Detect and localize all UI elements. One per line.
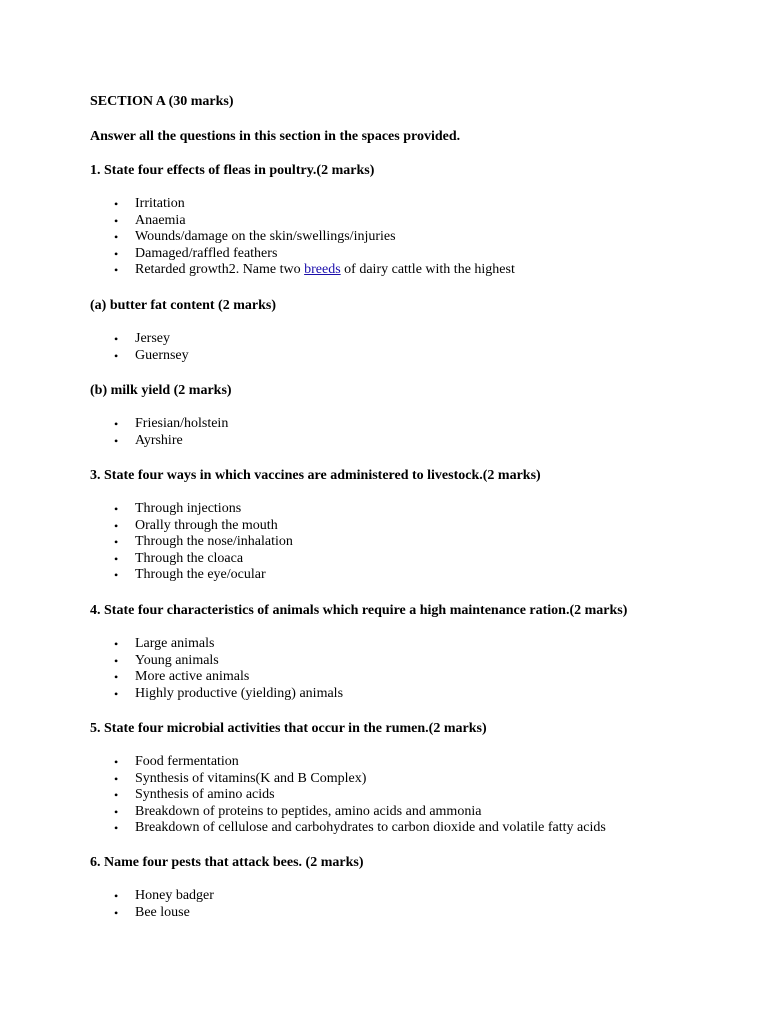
list-item: • Food fermentation bbox=[114, 754, 239, 769]
list-item: • Guernsey bbox=[114, 347, 189, 363]
question-1-answers bbox=[90, 196, 515, 279]
bullet-icon: • bbox=[114, 263, 119, 277]
question-3-answers bbox=[90, 501, 293, 584]
list-item: • Large animals bbox=[114, 636, 215, 651]
bullet-icon: • bbox=[114, 889, 119, 903]
bullet-icon: • bbox=[114, 502, 119, 516]
list-item: • Synthesis of vitamins(K and B Complex) bbox=[114, 770, 367, 786]
question-4-answers bbox=[90, 636, 343, 702]
list-item: • Bee louse bbox=[114, 904, 190, 920]
bullet-icon: • bbox=[114, 905, 119, 920]
question-2b-heading: (b) milk yield (2 marks) bbox=[90, 383, 232, 398]
list-item: • Breakdown of proteins to peptides, amino acids and ammonia bbox=[114, 803, 482, 819]
question-6-answers bbox=[90, 888, 214, 921]
list-item: • Through injections bbox=[114, 501, 242, 516]
breeds-link[interactable]: breeds bbox=[304, 262, 341, 277]
bullet-icon: • bbox=[114, 535, 119, 549]
bullet-icon: • bbox=[114, 788, 119, 802]
bullet-icon: • bbox=[114, 417, 119, 431]
bullet-icon: • bbox=[114, 771, 119, 786]
question-5-heading: 5. State four microbial activities that occur in the rumen.(2 marks) bbox=[90, 721, 487, 736]
list-item: • Wounds/damage on the skin/swellings/injuries bbox=[114, 229, 396, 244]
list-item: • Anaemia bbox=[114, 212, 186, 228]
bullet-icon: • bbox=[114, 670, 119, 684]
list-item: • Friesian/holstein bbox=[114, 416, 229, 431]
list-item: • Irritation bbox=[114, 196, 185, 211]
bullet-icon: • bbox=[114, 551, 119, 566]
question-2b-answers bbox=[90, 416, 228, 449]
question-5-answers bbox=[90, 754, 606, 837]
list-item: • Orally through the mouth bbox=[114, 517, 278, 533]
bullet-icon: • bbox=[114, 821, 119, 835]
question-4-heading: 4. State four characteristics of animals which require a high maintenance ration.(2 marks) bbox=[90, 603, 628, 618]
list-item: • Through the cloaca bbox=[114, 550, 244, 566]
list-item: • Highly productive (yielding) animals bbox=[114, 685, 344, 701]
bullet-icon: • bbox=[114, 213, 119, 228]
list-item: • Through the nose/inhalation bbox=[114, 534, 293, 549]
bullet-icon: • bbox=[114, 433, 119, 448]
instruction: Answer all the questions in this section in the spaces provided. bbox=[90, 129, 461, 144]
list-item: • Honey badger bbox=[114, 888, 214, 903]
bullet-icon: • bbox=[114, 246, 119, 261]
question-2a-answers bbox=[90, 331, 189, 364]
list-item: • Breakdown of cellulose and carbohydrates to carbon dioxide and volatile fatty acids bbox=[114, 820, 606, 835]
bullet-icon: • bbox=[114, 686, 119, 701]
bullet-icon: • bbox=[114, 332, 119, 346]
bullet-icon: • bbox=[114, 230, 119, 244]
list-item: • Damaged/raffled feathers bbox=[114, 245, 278, 261]
list-item: • Through the eye/ocular bbox=[114, 567, 266, 582]
list-item: • Young animals bbox=[114, 652, 219, 668]
bullet-icon: • bbox=[114, 348, 119, 363]
bullet-icon: • bbox=[114, 197, 119, 211]
list-item: • Ayrshire bbox=[114, 432, 183, 448]
question-3-heading: 3. State four ways in which vaccines are administered to livestock.(2 marks) bbox=[90, 468, 541, 483]
question-2a-heading: (a) butter fat content (2 marks) bbox=[90, 298, 276, 313]
bullet-icon: • bbox=[114, 568, 119, 582]
bullet-icon: • bbox=[114, 653, 119, 668]
bullet-icon: • bbox=[114, 637, 119, 651]
list-item: • Synthesis of amino acids bbox=[114, 787, 275, 802]
bullet-icon: • bbox=[114, 518, 119, 533]
list-item: • Jersey bbox=[114, 331, 170, 346]
question-1-heading: 1. State four effects of fleas in poultry.(2 marks) bbox=[90, 163, 375, 178]
bullet-icon: • bbox=[114, 804, 119, 819]
section-title: SECTION A (30 marks) bbox=[90, 94, 234, 109]
list-item: • More active animals bbox=[114, 669, 250, 684]
question-6-heading: 6. Name four pests that attack bees. (2 marks) bbox=[90, 855, 364, 870]
bullet-icon: • bbox=[114, 755, 119, 769]
list-item: • Retarded growth2. Name two breeds of dairy cattle with the highest bbox=[114, 262, 515, 277]
